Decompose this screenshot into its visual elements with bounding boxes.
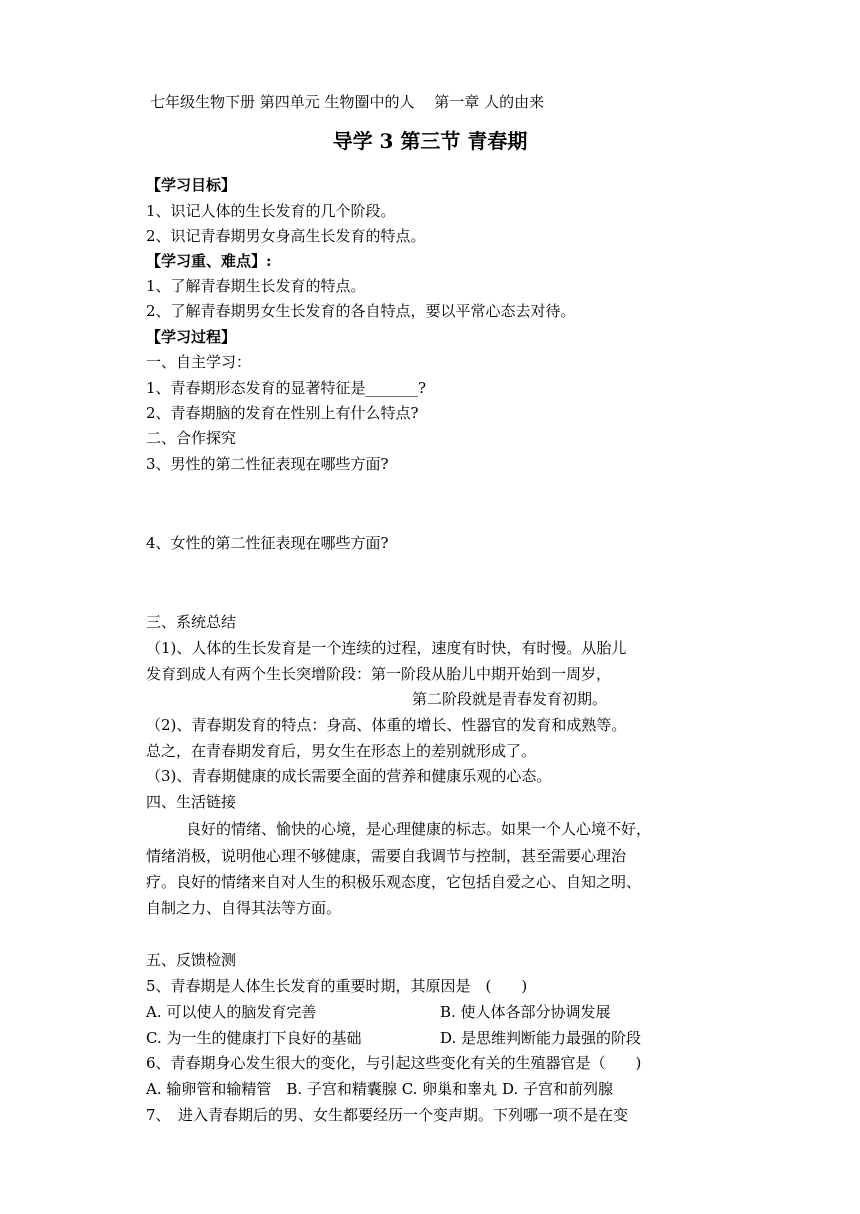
question-5: 5、青春期是人体生长发育的重要时期，其原因是 ( ): [146, 977, 528, 995]
q5-option-a: A. 可以使人的脑发育完善: [146, 1003, 317, 1021]
key-point-item: 1、了解青春期生长发育的特点。: [146, 277, 366, 295]
question-7: 7、 进入青春期后的男、女生都要经历一个变声期。下列哪一项不是在变: [146, 1106, 629, 1124]
summary-line: 发育到成人有两个生长突增阶段：第一阶段从胎儿中期开始到一周岁，: [146, 665, 612, 683]
objectives-heading: 【学习目标】: [146, 176, 237, 194]
explore-heading: 二、合作探究: [146, 429, 237, 447]
question-3: 3、男性的第二性征表现在哪些方面?: [146, 455, 389, 473]
key-point-item: 2、了解青春期男女生长发育的各自特点，要以平常心态去对待。: [146, 302, 576, 320]
summary-line: （2)、青春期发育的特点：身高、体重的增长、性器官的发育和成熟等。: [146, 716, 627, 734]
life-link-line: 良好的情绪、愉快的心境，是心理健康的标志。如果一个人心境不好，: [186, 820, 652, 838]
question-4: 4、女性的第二性征表现在哪些方面?: [146, 534, 389, 552]
summary-line: （3)、青春期健康的成长需要全面的营养和健康乐观的心态。: [146, 767, 552, 785]
summary-line: （1)、人体的生长发育是一个连续的过程，速度有时快，有时慢。从胎儿: [146, 639, 627, 657]
self-study-heading: 一、自主学习：: [146, 353, 252, 371]
summary-heading: 三、系统总结: [146, 613, 237, 631]
question-2: 2、青春期脑的发育在性别上有什么特点?: [146, 404, 419, 422]
q5-option-b: B. 使人体各部分协调发展: [440, 1003, 611, 1021]
life-link-line: 疗。良好的情绪来自对人生的积极乐观态度，它包括自爱之心、自知之明、: [146, 873, 642, 891]
question-6: 6、青春期身心发生很大的变化，与引起这些变化有关的生殖器官是（ ): [146, 1054, 642, 1072]
q6-options: A. 输卵管和输精管 B. 子宫和精囊腺 C. 卵巢和睾丸 D. 子宫和前列腺: [146, 1080, 613, 1098]
feedback-heading: 五、反馈检测: [146, 951, 237, 969]
life-link-line: 自制之力、自得其法等方面。: [146, 899, 342, 917]
objective-item: 2、识记青春期男女身高生长发育的特点。: [146, 227, 426, 245]
question-1: 1、青春期形态发育的显著特征是_______?: [146, 379, 427, 397]
life-link-line: 情绪消极，说明他心理不够健康，需要自我调节与控制，甚至需要心理治: [146, 847, 627, 865]
summary-line: 第二阶段就是青春发育初期。: [412, 690, 608, 708]
q5-option-c: C. 为一生的健康打下良好的基础: [146, 1029, 362, 1047]
q5-option-d: D. 是思维判断能力最强的阶段: [440, 1029, 642, 1047]
summary-line: 总之，在青春期发育后，男女生在形态上的差别就形成了。: [146, 742, 537, 760]
process-heading: 【学习过程】: [146, 328, 237, 346]
doc-header: 七年级生物下册 第四单元 生物圈中的人 第一章 人的由来: [150, 93, 545, 111]
key-points-heading: 【学习重、难点】:: [146, 252, 272, 270]
page-title: 导学 3 第三节 青春期: [332, 129, 528, 153]
life-link-heading: 四、生活链接: [146, 793, 237, 811]
objective-item: 1、识记人体的生长发育的几个阶段。: [146, 202, 396, 220]
